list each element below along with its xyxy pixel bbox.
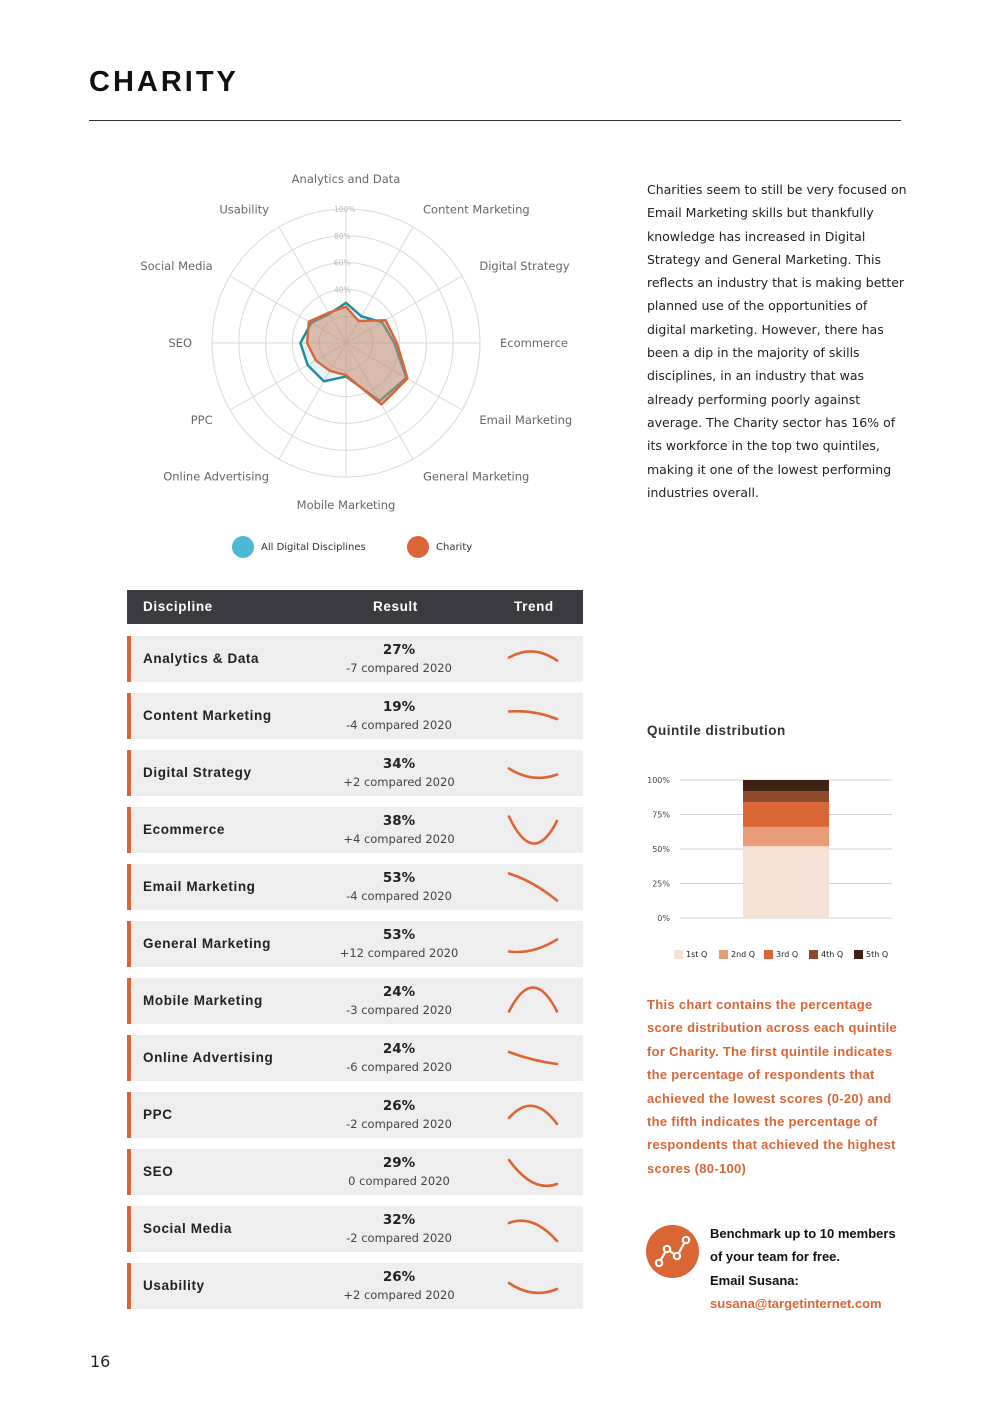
trend-sparkline [503,1210,563,1248]
row-discipline: Ecommerce [143,822,225,837]
row-result: 38% [382,813,416,829]
radar-tick-label: 40% [334,285,351,295]
quintile-tick-label: 50% [652,845,670,854]
table-row [127,1206,583,1252]
trend-line [509,1221,557,1241]
row-comparison: 0 compared 2020 [348,1174,450,1188]
radar-tick-label: 80% [334,231,351,241]
radar-category-label: Ecommerce [500,336,568,350]
table-row [127,978,583,1024]
row-comparison: +2 compared 2020 [343,1288,455,1302]
radar-category-label: Digital Strategy [479,259,570,273]
quintile-title: Quintile distribution [647,723,786,738]
quintile-legend-swatch [854,950,863,959]
trend-sparkline [503,1153,563,1191]
trend-line [509,1106,557,1124]
trend-line [509,817,557,844]
quintile-legend-item [674,950,707,959]
row-discipline: General Marketing [143,936,271,951]
row-discipline: Content Marketing [143,708,272,723]
row-result: 27% [382,642,416,658]
row-result: 29% [382,1155,416,1171]
radar-category-label: Mobile Marketing [296,498,396,512]
benchmark-line-1: Benchmark up to 10 members [710,1226,896,1241]
table-row [127,807,583,853]
trend-sparkline [503,697,563,735]
table-row [127,921,583,967]
radar-category-label: General Marketing [423,469,530,484]
table-header [127,590,583,624]
row-comparison: +12 compared 2020 [339,946,459,960]
row-comparison: -7 compared 2020 [346,661,452,675]
row-comparison: -2 compared 2020 [346,1117,452,1131]
row-result: 32% [382,1212,416,1228]
row-comparison: -4 compared 2020 [346,889,452,903]
legend-label-all: All Digital Disciplines [261,541,366,553]
quintile-segment-5 [743,780,829,791]
quintile-legend-label: 4th Q [821,950,844,959]
row-discipline: PPC [143,1107,173,1122]
trend-sparkline [503,754,563,792]
trend-line [509,1052,557,1064]
radar-category-label: Usability [219,202,269,217]
quintile-tick-label: 25% [652,879,670,889]
radar-chart [120,165,580,525]
row-result: 24% [382,1041,416,1057]
quintile-legend-label: 5th Q [866,950,889,959]
intro-paragraph: Charities seem to still be very focused on Email Marketing skills but thankfully knowledge has increased in Digital Strategy and General Marketing. This reflects an industry that is making better planned use of the opportunities of digital marketing. However, there has been a dip in the majority of skills disciplines, in an industry that was already performing poorly against average. The Charity sector has 16% of its workforce in the top two quintiles, making it one of the lowest performing industries overall. [647,182,907,500]
page-title: CHARITY [89,66,239,98]
table-row [127,693,583,739]
row-result: 26% [382,1269,416,1285]
quintile-legend-item [719,950,755,959]
quintile-segment-4 [743,791,829,802]
quintile-legend-label: 3rd Q [776,950,799,959]
quintile-legend-swatch [764,950,773,959]
legend-item-charity [407,536,472,558]
quintile-legend-item [764,950,798,959]
row-result: 19% [382,699,416,715]
benchmark-line-3: Email Susana: [710,1272,799,1288]
row-discipline: Analytics & Data [143,651,260,666]
row-comparison: +4 compared 2020 [343,832,455,846]
analytics-network-icon [646,1225,699,1278]
row-comparison: -6 compared 2020 [346,1060,452,1074]
trend-line [509,711,557,719]
radar-category-label: Email Marketing [479,413,573,427]
trend-line [509,769,557,778]
trend-sparkline [503,811,563,849]
quintile-legend-swatch [809,950,818,959]
radar-category-label: Social Media [140,259,213,273]
row-discipline: Digital Strategy [143,765,252,780]
row-comparison: -4 compared 2020 [346,718,452,732]
radar-category-label: SEO [168,336,192,350]
radar-category-label: Analytics and Data [291,172,401,186]
quintile-legend-swatch [719,950,728,959]
row-discipline: Mobile Marketing [143,993,263,1008]
trend-line [509,940,557,953]
row-result: 34% [382,756,416,772]
quintile-chart [640,765,900,930]
quintile-tick-label: 0% [657,914,670,923]
row-discipline: Email Marketing [143,879,256,894]
row-result: 24% [382,984,416,1000]
page-number: 16 [90,1352,111,1371]
quintile-segment-2 [743,827,829,846]
trend-sparkline [503,1267,563,1305]
benchmark-email-link[interactable]: susana@targetinternet.com [710,1296,882,1312]
legend-swatch-charity [407,536,429,558]
row-discipline: Social Media [143,1221,232,1236]
table-row [127,1149,583,1195]
table-row [127,1092,583,1138]
quintile-legend-item [854,950,888,959]
quintile-segment-1 [743,846,829,918]
row-comparison: +2 compared 2020 [343,775,455,789]
row-discipline: Online Advertising [143,1050,274,1065]
quintile-legend-label: 1st Q [686,950,708,959]
legend-label-charity: Charity [436,541,473,553]
row-comparison: -3 compared 2020 [346,1003,452,1017]
table-row [127,636,583,682]
trend-sparkline [503,982,563,1020]
header-trend: Trend [514,599,554,614]
trend-sparkline [503,1096,563,1134]
radar-tick-label: 60% [334,258,351,268]
benchmark-line-2: of your team for free. [710,1249,841,1265]
trend-line [509,1160,557,1186]
table-row [127,1035,583,1081]
row-result: 53% [382,870,416,886]
title-divider [89,120,901,121]
header-result: Result [373,599,418,614]
legend-item-all-disciplines [232,536,366,558]
quintile-legend-swatch [674,950,683,959]
quintile-tick-label: 100% [647,776,670,785]
trend-line [509,651,557,660]
quintile-segment-3 [743,802,829,827]
benchmark-cta [710,1222,896,1316]
trend-line [509,874,557,901]
header-discipline: Discipline [143,599,213,614]
radar-category-label: Content Marketing [423,202,530,217]
trend-sparkline [503,868,563,906]
table-row [127,750,583,796]
radar-category-label: Online Advertising [163,469,269,484]
quintile-legend-item [809,950,843,959]
quintile-tick-label: 75% [652,810,670,820]
legend-swatch-all [232,536,254,558]
quintile-description: This chart contains the percentage score distribution across each quintile for Charity. The first quintile indicates the percentage of respondents that achieved the lowest scores (0-20) and the fifth indicates the percentage of respondents that achieved the highest scores (80-100) [647,997,898,1176]
trend-line [509,1283,557,1293]
trend-sparkline [503,640,563,678]
table-row [127,1263,583,1309]
radar-series-charity [307,307,407,405]
quintile-legend-label: 2nd Q [731,950,756,959]
row-result: 26% [382,1098,416,1114]
trend-line [509,988,557,1012]
row-discipline: SEO [143,1164,174,1179]
trend-sparkline [503,925,563,963]
radar-tick-label: 100% [334,205,356,214]
table-row [127,864,583,910]
radar-category-label: PPC [190,413,213,427]
trend-sparkline [503,1039,563,1077]
row-result: 53% [382,927,416,943]
row-discipline: Usability [143,1278,205,1293]
row-comparison: -2 compared 2020 [346,1231,452,1245]
